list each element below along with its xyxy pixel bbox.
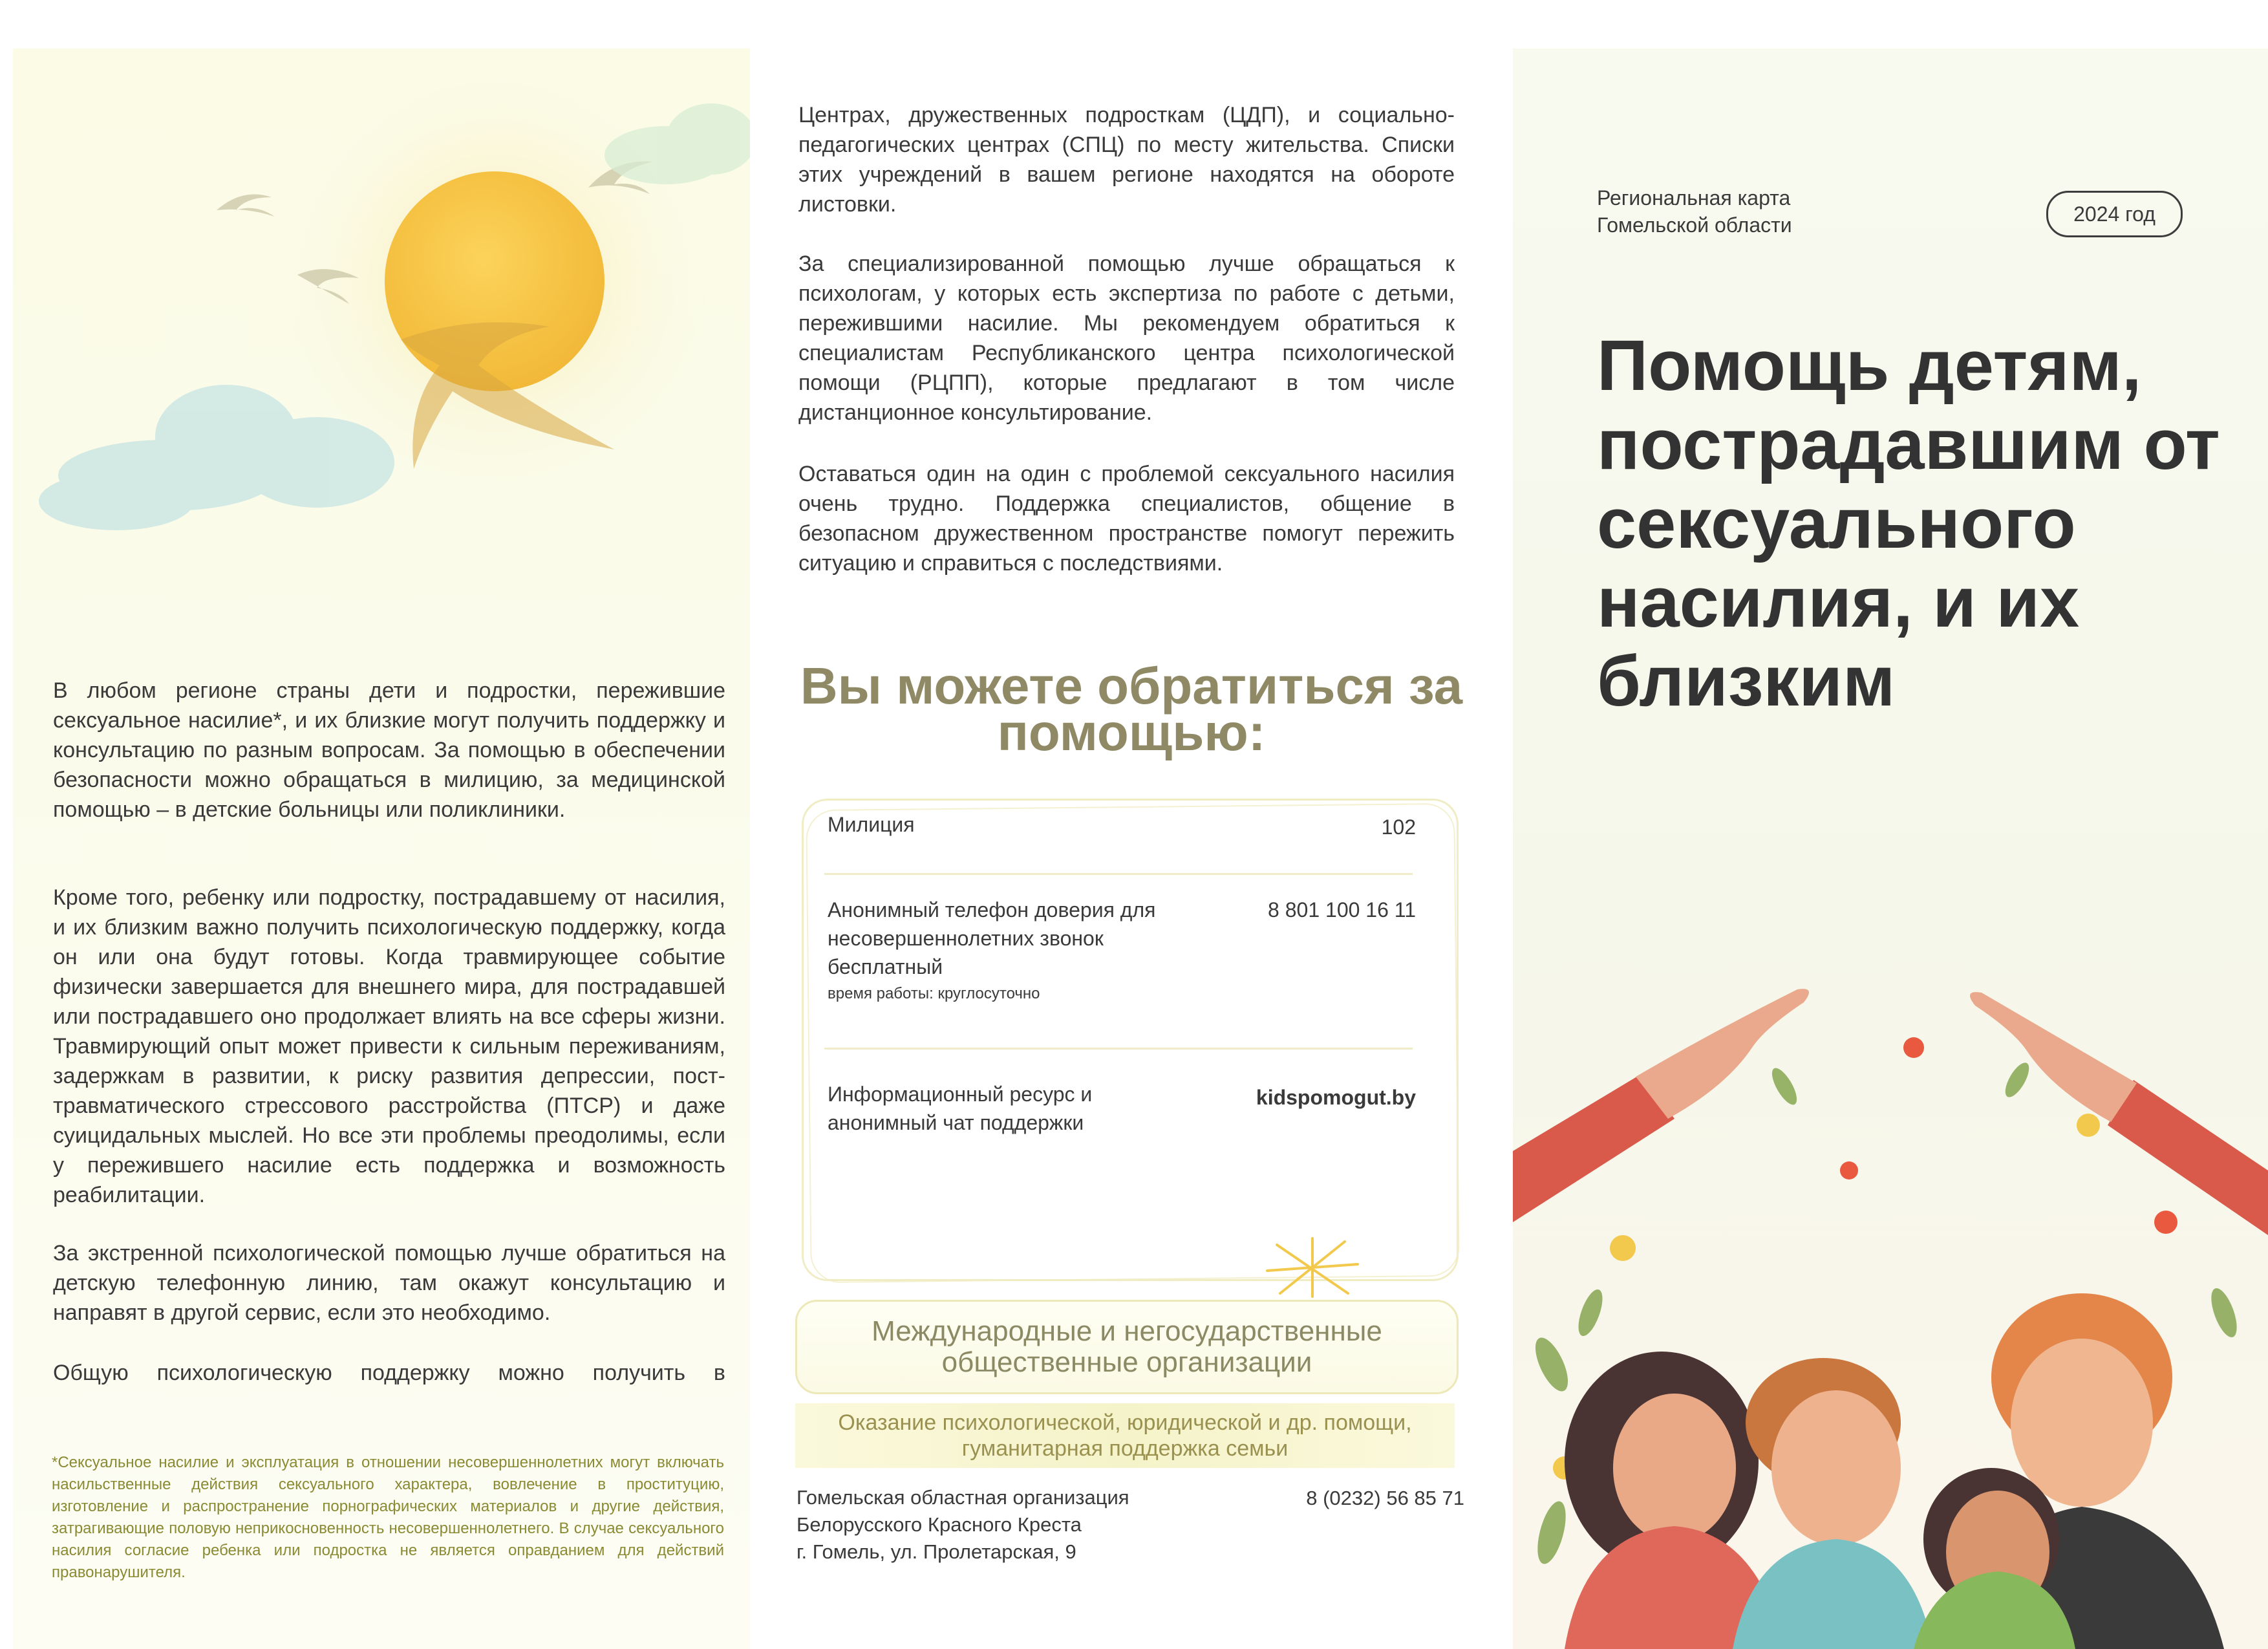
specialized-help-paragraph: За специализированной помощью лучше обращаться к психологам, у которых есть экспертиза по работе с детьми, пережившими насилие. Мы рекомендуем обратиться к специалистам Республиканского центра психологической помощи (РЦПП), которые предлагают в том числе дистанционное консультирование.: [798, 252, 1455, 425]
org-section-title: Международные и негосударственные общественные организации: [872, 1315, 1382, 1378]
org-address: г. Гомель, ул. Пролетарская, 9: [797, 1540, 1076, 1563]
org-help-band: [795, 1403, 1455, 1468]
alone-paragraph: Оставаться один на один с проблемой сексуального насилия очень трудно. Поддержка специалистов, общение в безопасном дружественном пространстве помогут пережить ситуацию и справиться с последствиями.: [798, 462, 1455, 576]
cover-panel: [1513, 48, 2268, 1649]
general-support-paragraph: Общую психологическую поддержку можно получить в: [53, 1361, 725, 1385]
right-hand-icon: [1970, 992, 2137, 1122]
org-help-text: Оказание психологической, юридической и др. помощи, гуманитарная поддержка семьи: [838, 1410, 1412, 1461]
org-phone[interactable]: 8 (0232) 56 85 71: [1306, 1487, 1464, 1509]
left-panel: [13, 48, 750, 1649]
left-sleeve: [1513, 1073, 1674, 1222]
year-badge: 2024 год: [2046, 191, 2183, 237]
region-label: Региональная карта Гомельской области: [1597, 186, 1792, 237]
cover-title: Помощь детям, пострадавшим от сексуального насилия, и их близким: [1597, 326, 2220, 721]
helpline-label: [828, 896, 1164, 1007]
resource-label: Информационный ресурс и анонимный чат поддержки: [828, 1083, 1093, 1134]
resource-link[interactable]: kidspomogut.by: [1256, 1086, 1416, 1109]
sun-icon: [385, 171, 604, 391]
helpline-hours: время работы: круглосуточно: [828, 985, 1040, 1002]
police-number[interactable]: 102: [1381, 815, 1416, 839]
boy-figure: [1733, 1358, 1933, 1649]
footnote: *Сексуальное насилие и эксплуатация в отношении несовершеннолетних могут включать насильственные действия сексуального характера, вовлечение в проституцию, изготовление и распространение порнографических материалов и другие действия, затрагивающие половую неприкосновенность несовершеннолетнего. В случае сексуального насилия согласие ребенка или подростка не является оправданием для действий правонарушителя.: [52, 1454, 724, 1581]
star-doodle-icon: [1261, 1232, 1364, 1303]
centers-paragraph: Центрах, дружественных подросткам (ЦДП), и социально-педагогических центрах (СПЦ) по месту жительства. Списки этих учреждений в вашем регионе находятся на обороте листовки.: [798, 103, 1455, 217]
middle-panel: [750, 48, 1513, 1649]
helpline-label-text: Анонимный телефон доверия для несовершеннолетних звонок бесплатный: [828, 898, 1156, 978]
sun-birds-illustration: [13, 48, 750, 566]
emergency-paragraph: За экстренной психологической помощью лучше обратиться на детскую телефонную линию, там окажут консультацию и направят в другой сервис, если это необходимо.: [53, 1241, 725, 1325]
org-section-box: [795, 1300, 1459, 1394]
contact-frame: [802, 799, 1459, 1281]
intro-paragraph: В любом регионе страны дети и подростки, пережившие сексуальное насилие*, и их близкие могут получить поддержку и консультацию по разным вопросам. За помощью в обеспечении безопасности можно обращаться в милицию, за медицинской помощью – в детские больницы или поликлиники.: [53, 678, 725, 822]
contact-heading: Вы можете обратиться за помощью:: [800, 657, 1463, 761]
org-name: Гомельская областная организация Белорусского Красного Креста: [797, 1486, 1129, 1536]
row-divider: [824, 1048, 1413, 1050]
row-divider: [824, 873, 1413, 875]
police-label: Милиция: [828, 813, 915, 836]
family-illustration: [1513, 976, 2268, 1649]
right-sleeve: [2108, 1080, 2268, 1235]
helpline-number[interactable]: 8 801 100 16 11: [1268, 898, 1416, 921]
left-hand-icon: [1636, 989, 1809, 1119]
psych-support-paragraph: Кроме того, ребенку или подростку, пострадавшему от насилия, и их близким важно получить психологическую поддержку, когда он или она будут готовы. Когда травмирующее событие физически завершается для внешнего мира, для пострадавшей или пострадавшего оно продолжает влиять на все сферы жизни. Травмирующий опыт может привести к сильным переживаниям, задержкам в развитии, к риску развития депрессии, пост-травматического стрессового расстройства (ПТСР) и даже суицидальных мыслей. Но все эти проблемы преодолимы, если у пережившего насилие есть поддержка и возможность реабилитации.: [53, 885, 725, 1207]
